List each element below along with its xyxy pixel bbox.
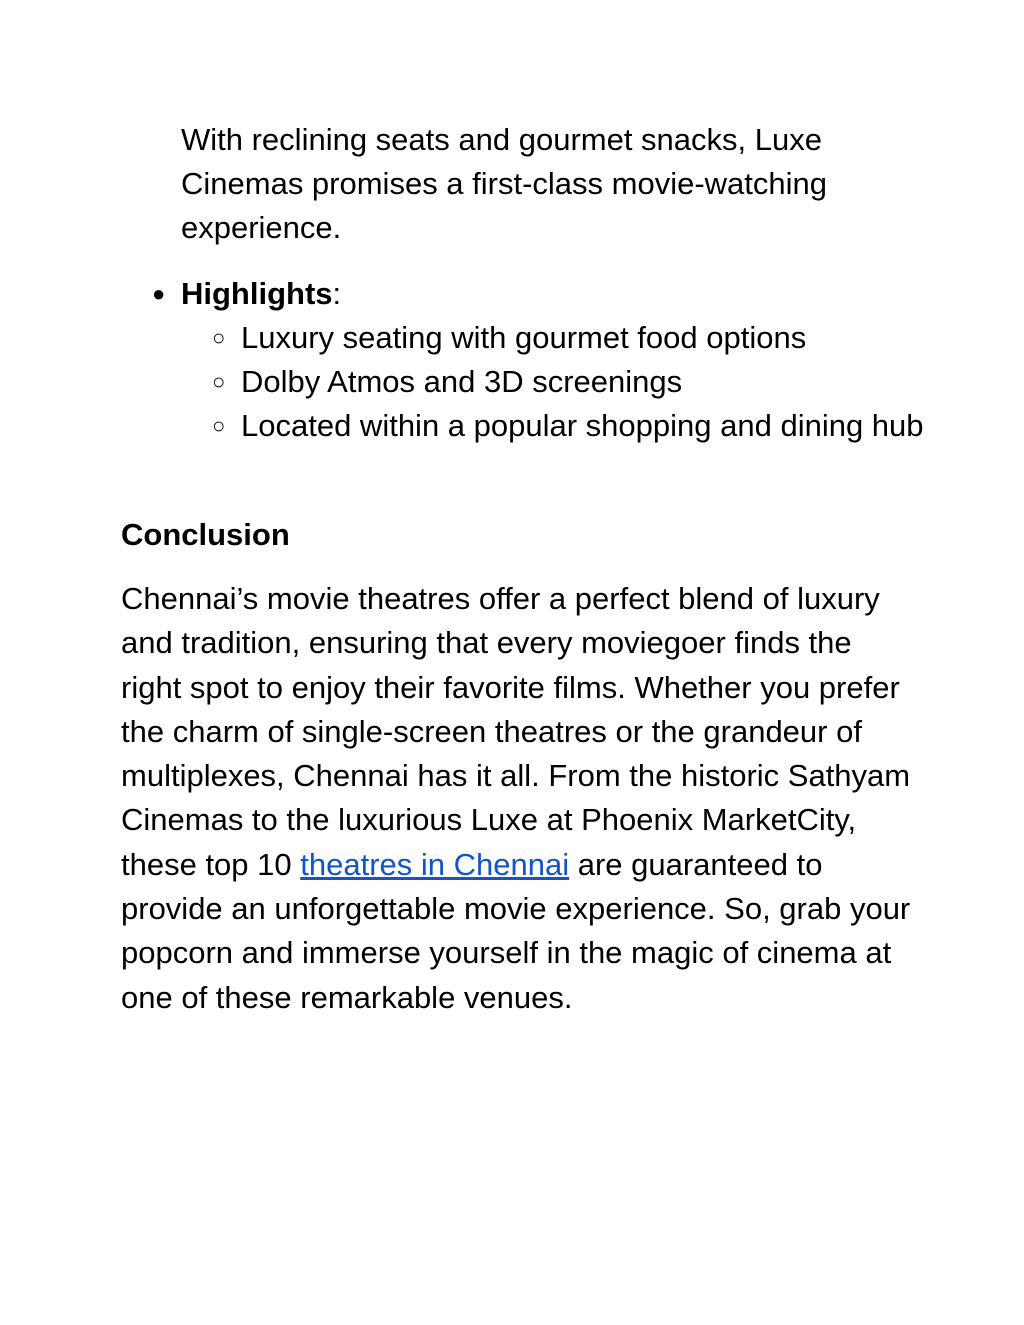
list-item-text: Luxury seating with gourmet food options (241, 320, 807, 355)
conclusion-heading: Conclusion (121, 517, 290, 552)
intro-paragraph: With reclining seats and gourmet snacks, Luxe Cinemas promises a first-class movie-watching experience. (181, 122, 828, 245)
highlights-heading-item (152, 272, 932, 316)
highlights-colon: : (332, 276, 342, 311)
bullet-icon: ● (152, 281, 166, 306)
highlights-list (152, 272, 932, 448)
hollow-bullet-icon: ○ (212, 413, 226, 438)
list-item-text: Located within a popular shopping and dining hub (241, 408, 924, 443)
conclusion-text-before-link: Chennai’s movie theatres offer a perfect blend of luxury and tradition, ensuring that every moviegoer finds the right spot to enjoy their favorite films. Whether you prefer the charm of single-screen theatres or the grandeur of multiplexes, Chennai has it all. From the historic Sathyam Cinemas to the luxurious Luxe at Phoenix MarketCity, these top 10 (121, 581, 911, 882)
list-item (152, 316, 932, 360)
hollow-bullet-icon: ○ (212, 325, 226, 350)
theatres-in-chennai-link[interactable]: theatres in Chennai (300, 846, 570, 882)
highlights-title: Highlights (181, 276, 333, 311)
hollow-bullet-icon: ○ (212, 369, 226, 394)
conclusion-paragraph (121, 577, 911, 1020)
list-item (152, 360, 932, 404)
conclusion-text-after-link: are guaranteed to provide an unforgettable movie experience. So, grab your popcorn and immerse yourself in the magic of cinema at one of these remarkable venues. (121, 846, 911, 1015)
list-item-text: Dolby Atmos and 3D screenings (241, 364, 683, 399)
list-item (152, 404, 932, 448)
highlights-sub-list (152, 316, 932, 448)
